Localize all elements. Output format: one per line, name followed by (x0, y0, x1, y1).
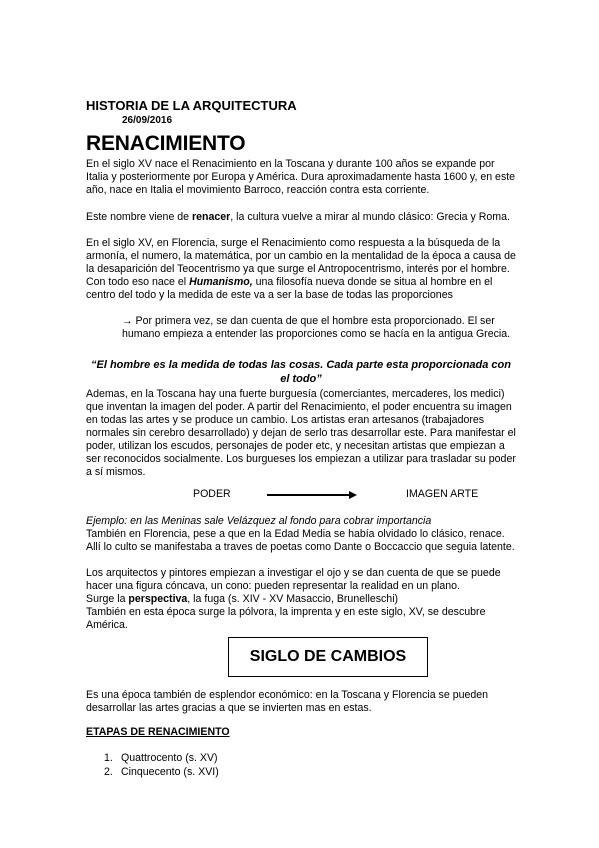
main-heading: RENACIMIENTO (86, 132, 246, 155)
term-perspectiva: perspectiva (128, 593, 188, 605)
term-humanismo: Humanismo, (189, 276, 253, 288)
paragraph-esplendor: Es una época también de esplendor económico: en la Toscana y Florencia se pueden desarrollar las artes gracias a que se invierten mas en estas. (86, 689, 489, 714)
term-renacer: renacer (192, 211, 231, 223)
list-item (104, 751, 219, 765)
paragraph-proporcion-text: Por primera vez, se dan cuenta de que el hombre esta proporcionado. El ser humano empieza a entender las proporciones como se hacía en la antigua Grecia. (122, 315, 511, 340)
paragraph-humanismo (86, 237, 516, 302)
document-title: HISTORIA DE LA ARQUITECTURA (86, 98, 297, 113)
diagram-arrow-icon (267, 489, 357, 501)
list-item-number: 2. (104, 766, 113, 778)
paragraph-humanismo-text-2: una filosofía nueva donde se situa al hombre en el centro del todo y la medida de este va a ser la base de todas las proporciones (86, 276, 493, 301)
paragraph-perspectiva-text-2: , la fuga (s. XIV - XV Masaccio, Brunelleschi) (187, 593, 399, 605)
paragraph-burguesia: Ademas, en la Toscana hay una fuerte burguesía (comerciantes, mercaderes, los medici) que inventan la imagen del poder. A partir del Renacimiento, el poder encuentra su imagen en todas las artes y se produce un cambio. Los artistas eran artesanos (trabajadores normales sin cerebro desarrollado) y dejan de serlo tras desarrollar este. Para manifestar el poder, utilizan los escudos, personajes de poder etc, y necesitan artistas que empiezan a ser reconocidos socialmente. Los burgueses los empiezan a utilizar para trasladar su poder a sí mismos. (86, 388, 516, 478)
diagram-label-poder: PODER (193, 488, 231, 500)
etapas-list (104, 751, 219, 779)
diagram-label-imagen-arte: IMAGEN ARTE (406, 488, 479, 500)
document-date: 26/09/2016 (122, 115, 173, 126)
list-item-number: 1. (104, 752, 113, 764)
paragraph-humanismo-text-1: En el siglo XV, en Florencia, surge el Renacimiento como respuesta a la búsqueda de la armonía, el numero, la matemática, por un cambio en la mentalidad de la época a causa de la desaparición del Teocentrismo ya que surge el Antropocentrismo, interés por el hombre. Con todo eso nace el (86, 237, 516, 288)
paragraph-renacer-text-1: Este nombre viene de (86, 211, 192, 223)
boxed-title (228, 637, 428, 677)
paragraph-proporcion (86, 315, 516, 341)
paragraph-perspectiva (86, 593, 516, 606)
paragraph-example: Ejemplo: en las Meninas sale Velázquez al fondo para cobrar importancia (86, 515, 432, 527)
arrow-bullet-icon: → (122, 315, 133, 327)
paragraph-polvora: También en esta época surge la pólvora, la imprenta y en este siglo, XV, se descubre América. (86, 606, 486, 631)
list-item (104, 765, 219, 779)
paragraph-arquitectos: Los arquitectos y pintores empiezan a investigar el ojo y se dan cuenta de que se puede hacer una figura cóncava, un cono: pueden representar la realidad en un plano. (86, 567, 501, 592)
section-heading-etapas: ETAPAS DE RENACIMIENTO (86, 726, 230, 738)
list-item-label: Quattrocento (s. XV) (121, 752, 218, 764)
paragraph-intro: En el siglo XV nace el Renacimiento en la Toscana y durante 100 años se expande por Italia y posteriormente por Europa y América. Dura aproximadamente hasta 1600 y, en este año, nace en Italia el movimiento Barroco, reacción contra esta corriente. (86, 158, 516, 196)
list-item-label: Cinquecento (s. XVI) (121, 766, 219, 778)
paragraph-perspectiva-text-1: Surge la (86, 593, 129, 605)
quote: “El hombre es la medida de todas las cosas. Cada parte esta proporcionada con el todo” (91, 359, 511, 385)
paragraph-renacer (86, 211, 516, 224)
paragraph-renacer-text-2: , la cultura vuelve a mirar al mundo clásico: Grecia y Roma. (230, 211, 510, 223)
boxed-title-text: SIGLO DE CAMBIOS (249, 648, 407, 665)
paragraph-florencia: También en Florencia, pese a que en la Edad Media se había olvidado lo clásico, renace. Allí lo culto se manifestaba a traves de poetas como Dante o Boccaccio que seguia latente. (86, 528, 515, 553)
